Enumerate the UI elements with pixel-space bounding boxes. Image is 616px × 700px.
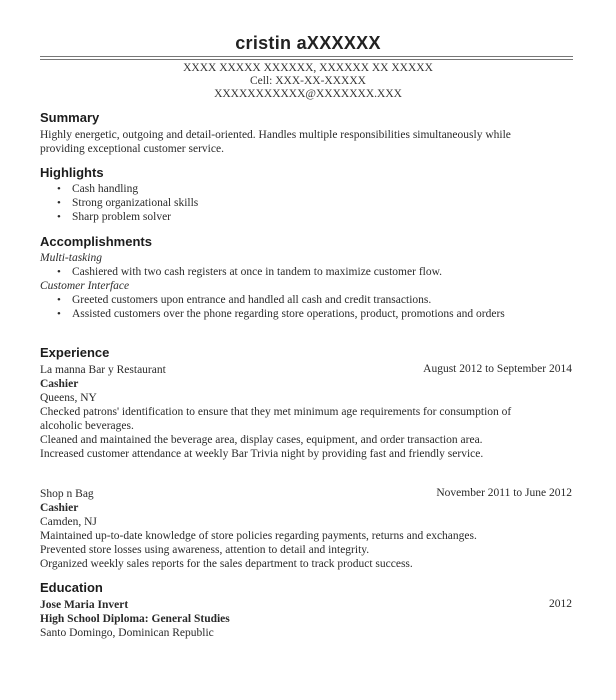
degree: High School Diploma: General Studies bbox=[40, 613, 230, 625]
job-description-line: Cleaned and maintained the beverage area, display cases, equipment, and order transaction area. bbox=[40, 434, 483, 446]
job-dates: November 2011 to June 2012 bbox=[436, 487, 572, 499]
bullet-icon: • bbox=[57, 308, 61, 320]
contact-email: XXXXXXXXXXX@XXXXXXX.XXX bbox=[214, 88, 402, 100]
accomplishment-group-label: Multi-tasking bbox=[40, 252, 102, 264]
job-dates: August 2012 to September 2014 bbox=[423, 363, 572, 375]
header-divider-bottom bbox=[40, 59, 573, 60]
highlight-item: Sharp problem solver bbox=[72, 211, 172, 223]
education-heading: Education bbox=[40, 580, 103, 595]
accomplishment-item: Assisted customers over the phone regarding store operations, product, promotions and orders bbox=[72, 308, 505, 320]
job-title: Cashier bbox=[40, 502, 79, 514]
accomplishment-item: Cashiered with two cash registers at once in tandem to maximize customer flow. bbox=[72, 266, 443, 278]
job-description-line: Prevented store losses using awareness, attention to detail and integrity. bbox=[40, 544, 370, 556]
job-employer: Shop n Bag bbox=[40, 488, 94, 500]
bullet-icon: • bbox=[57, 183, 61, 195]
highlight-item: Cash handling bbox=[72, 183, 139, 195]
job-location: Queens, NY bbox=[40, 392, 97, 404]
contact-address: XXXX XXXXX XXXXXX, XXXXXX XX XXXXX bbox=[183, 62, 433, 74]
highlights-heading: Highlights bbox=[40, 165, 104, 180]
bullet-icon: • bbox=[57, 266, 61, 278]
bullet-icon: • bbox=[57, 197, 61, 209]
accomplishment-group-label: Customer Interface bbox=[40, 280, 130, 292]
candidate-name: cristin aXXXXXX bbox=[235, 33, 381, 53]
school-name: Jose Maria Invert bbox=[40, 599, 129, 611]
experience-heading: Experience bbox=[40, 345, 110, 360]
job-description-line: Increased customer attendance at weekly Bar Trivia night by providing fast and friendly service. bbox=[40, 448, 484, 460]
bullet-icon: • bbox=[57, 211, 61, 223]
job-description-line: Checked patrons' identification to ensure that they met minimum age requirements for consumption of bbox=[40, 406, 512, 418]
bullet-icon: • bbox=[57, 294, 61, 306]
accomplishment-item: Greeted customers upon entrance and handled all cash and credit transactions. bbox=[72, 294, 432, 306]
contact-cell: Cell: XXX-XX-XXXXX bbox=[250, 75, 366, 87]
graduation-year: 2012 bbox=[549, 598, 572, 610]
accomplishments-heading: Accomplishments bbox=[40, 234, 152, 249]
job-description-line: Organized weekly sales reports for the sales department to track product success. bbox=[40, 558, 413, 570]
school-location: Santo Domingo, Dominican Republic bbox=[40, 627, 214, 639]
job-location: Camden, NJ bbox=[40, 516, 97, 528]
job-description-line: alcoholic beverages. bbox=[40, 420, 134, 432]
job-description-line: Maintained up-to-date knowledge of store policies regarding payments, returns and exchanges. bbox=[40, 530, 477, 542]
header-divider-top bbox=[40, 56, 573, 57]
job-title: Cashier bbox=[40, 378, 79, 390]
summary-heading: Summary bbox=[40, 110, 100, 125]
job-employer: La manna Bar y Restaurant bbox=[40, 364, 166, 376]
summary-line: Highly energetic, outgoing and detail-oriented. Handles multiple responsibilities simultaneously while bbox=[40, 129, 511, 141]
summary-line: providing exceptional customer service. bbox=[40, 143, 224, 155]
highlight-item: Strong organizational skills bbox=[72, 197, 199, 209]
